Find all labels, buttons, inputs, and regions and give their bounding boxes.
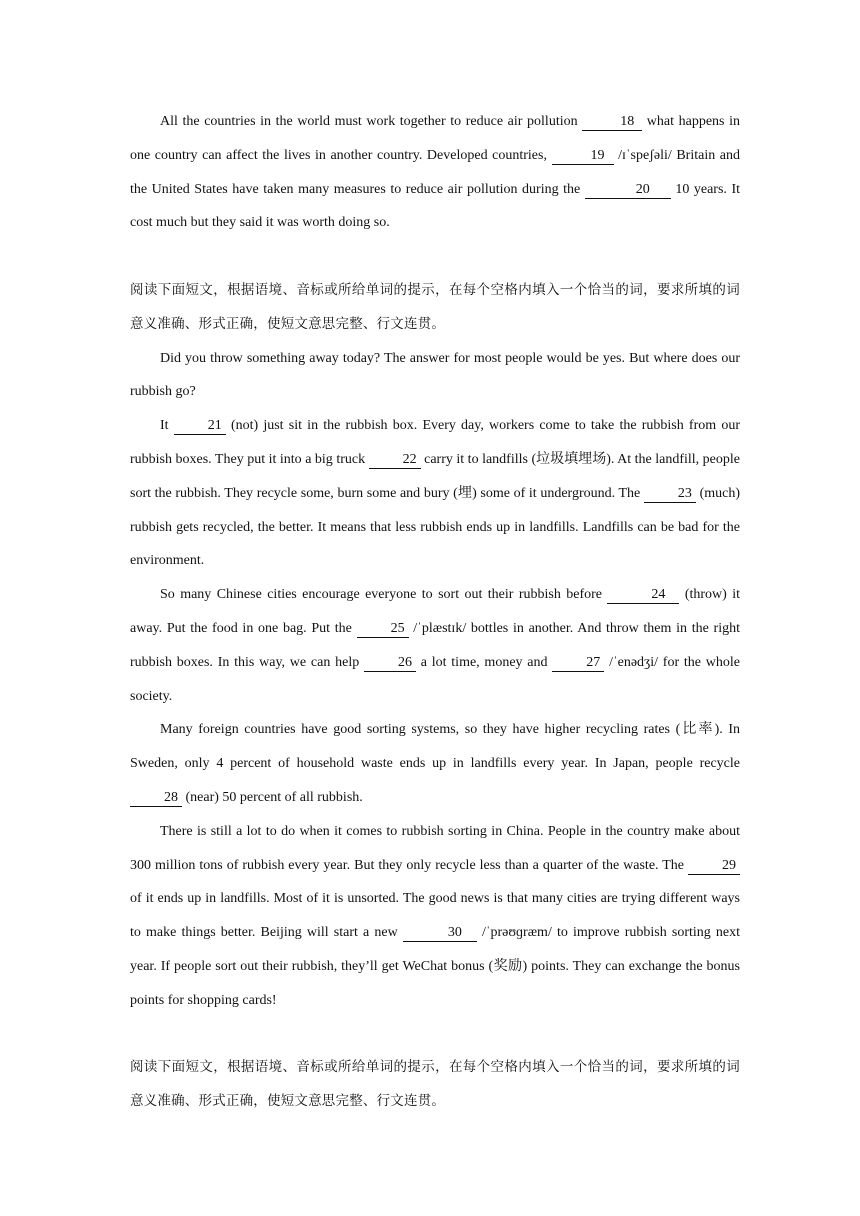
spacer	[130, 240, 740, 274]
paragraph-china	[130, 815, 740, 1018]
blank-20[interactable]: 20	[585, 183, 671, 199]
text: All the countries in the world must work together to reduce air pollution	[160, 114, 583, 129]
blank-30[interactable]: 30	[403, 926, 477, 942]
text: a lot time, money and	[415, 654, 553, 670]
blank-29[interactable]: 29	[688, 859, 740, 875]
text: 10 years. It cost much but they said it was worth doing so.	[130, 181, 740, 231]
text: what happens in one country can affect the lives in another country. Developed countries,	[130, 114, 740, 163]
text: carry it to landfills (垃圾填埋场). At the landfill, people sort the rubbish. They recycle some, burn some and bury (埋) some of it underground. The	[130, 451, 740, 501]
blank-27[interactable]: 27	[552, 656, 604, 672]
spacer	[130, 1018, 740, 1052]
text: (throw) it away. Put the food in one bag. Put the	[130, 587, 740, 636]
document-body	[130, 105, 740, 1119]
text: There is still a lot to do when it comes to rubbish sorting in China. People in the country make about 300 million tons of rubbish every year. But they only recycle less than a quarter of the waste. The	[130, 823, 740, 873]
instruction-text: 阅读下面短文，根据语境、音标或所给单词的提示，在每个空格内填入一个恰当的词，要求所填的词意义准确、形式正确，使短文意思完整、行文连贯。	[130, 281, 740, 332]
blank-26[interactable]: 26	[364, 656, 416, 672]
paragraph-air-pollution	[130, 105, 740, 240]
paragraph-sorting	[130, 578, 740, 713]
text: It	[160, 418, 174, 434]
paragraph-landfill	[130, 409, 740, 578]
blank-18[interactable]: 18	[582, 115, 642, 131]
text: Many foreign countries have good sorting systems, so they have higher recycling rates (比率). In Sweden, only 4 percent of household waste ends up in landfills every year. In Japan, people recycle	[130, 722, 740, 772]
text: (not) just sit in the rubbish box. Every day, workers come to take the rubbish from our rubbish boxes. They put it into a big truck	[130, 418, 740, 467]
paragraph-foreign	[130, 713, 740, 814]
blank-25[interactable]: 25	[357, 622, 409, 638]
text: (much) rubbish gets recycled, the better. It means that less rubbish ends up in landfills. Landfills can be bad for the environment.	[130, 485, 740, 569]
text: (near) 50 percent of all rubbish.	[182, 789, 363, 805]
instruction-text: 阅读下面短文，根据语境、音标或所给单词的提示，在每个空格内填入一个恰当的词，要求所填的词意义准确、形式正确，使短文意思完整、行文连贯。	[130, 1059, 740, 1110]
paragraph-intro: Did you throw something away today? The answer for most people would be yes. But where does our rubbish go?	[130, 350, 740, 400]
blank-19[interactable]: 19	[552, 149, 614, 165]
text: So many Chinese cities encourage everyone to sort out their rubbish before	[160, 587, 608, 603]
blank-22[interactable]: 22	[369, 453, 421, 469]
text: /ˈplæstɪk/ bottles in another. And throw them in the right rubbish boxes. In this way, we can help	[130, 620, 740, 670]
text: of it ends up in landfills. Most of it is unsorted. The good news is that many cities are trying different ways to make things better. Beijing will start a new	[130, 891, 740, 941]
blank-23[interactable]: 23	[644, 487, 696, 503]
text: /ɪˈspeʃəli/ Britain and the United States have taken many measures to reduce air pollution during the	[130, 147, 740, 197]
text: /ˈprəʊɡræm/ to improve rubbish sorting next year. If people sort out their rubbish, they’ll get WeChat bonus (奖励) points. They can exchange the bonus points for shopping cards!	[130, 925, 740, 1008]
blank-21[interactable]: 21	[174, 419, 226, 435]
blank-24[interactable]: 24	[607, 588, 679, 604]
blank-28[interactable]: 28	[130, 791, 182, 807]
text: /ˈenədʒi/ for the whole society.	[130, 654, 740, 704]
